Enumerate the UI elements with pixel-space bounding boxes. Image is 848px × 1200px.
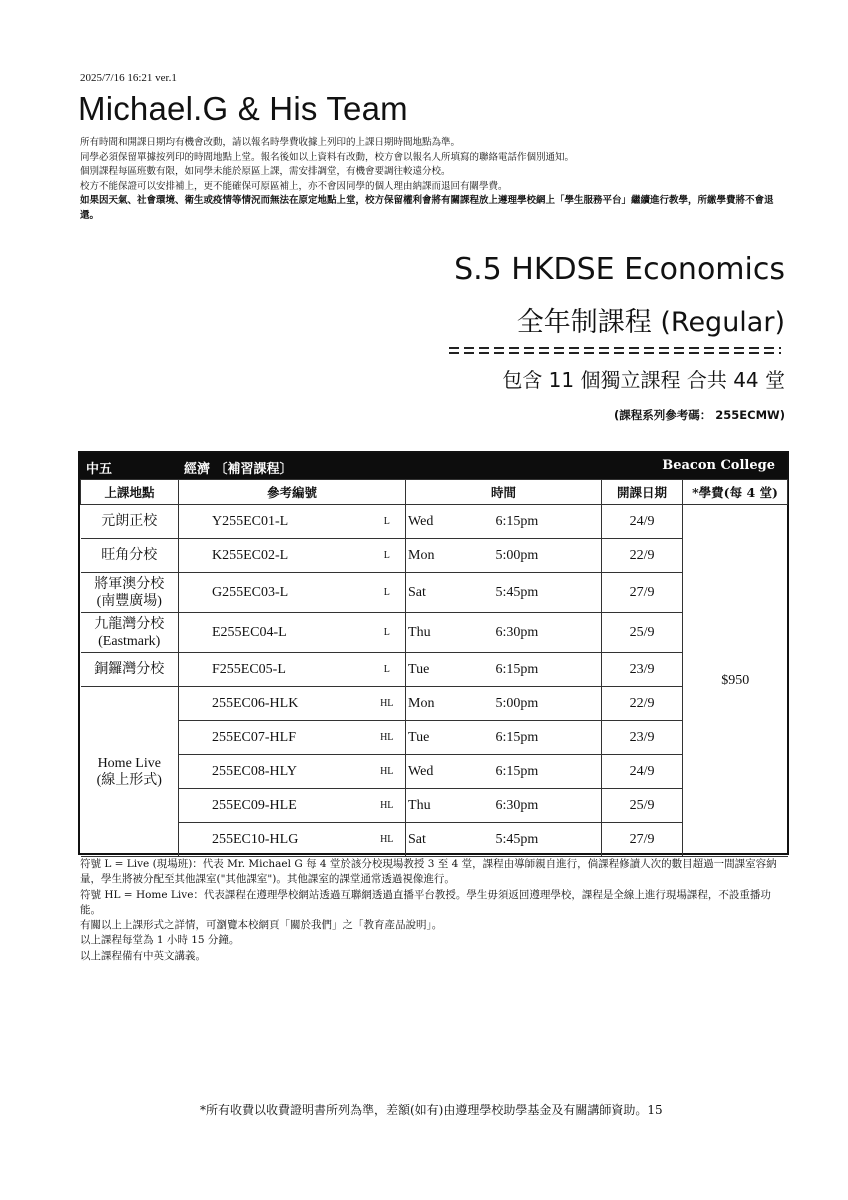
- cell-type: HL: [369, 721, 406, 755]
- footnote: 以上課程每堂為 1 小時 15 分鐘。: [80, 934, 240, 947]
- course-summary: 包含 11 個獨立課程 合共 44 堂: [502, 368, 785, 392]
- cell-time: 6:15pm: [486, 653, 602, 687]
- cell-location: 旺角分校: [81, 539, 179, 573]
- cell-start-date: 25/9: [602, 789, 683, 823]
- schedule-grid: [80, 479, 788, 857]
- cell-code: G255EC03-L: [179, 573, 369, 613]
- notice-bold: 如果因天氣、社會環境、衛生或疫情等情況而無法在原定地點上堂，校方保留權利會將有關課程放上遵理學校網上「學生服務平台」繼續進行教學，所繳學費將不會退還。: [80, 195, 774, 221]
- footnote: 符號 L = Live (現場班)：代表 Mr. Michael G 每 4 堂於該分校現場教授 3 至 4 堂，課程由導師親自進行，倘課程修讀人次的數目超過一間課室容納量，學生將被分配至其他課室("其他課室")。其他課室的課堂通常透過視像進行。: [80, 858, 777, 886]
- schedule-table: [78, 451, 789, 855]
- cell-location-home-live: Home Live (線上形式): [81, 687, 179, 857]
- cell-location: 銅鑼灣分校: [81, 653, 179, 687]
- date-version: 2025/7/16 16:21 ver.1: [80, 72, 177, 84]
- table-row: [81, 687, 788, 721]
- cell-code: 255EC08-HLY: [179, 755, 369, 789]
- course-title: S.5 HKDSE Economics: [454, 252, 785, 287]
- header-start: 開課日期: [602, 480, 683, 505]
- divider-mask: [449, 346, 781, 355]
- table-banner: [80, 453, 787, 479]
- cell-day: Sat: [406, 823, 486, 857]
- footnotes: [80, 857, 785, 964]
- cell-type: L: [369, 539, 406, 573]
- cell-code: 255EC07-HLF: [179, 721, 369, 755]
- cell-time: 6:30pm: [486, 789, 602, 823]
- header-fee: *學費(每 4 堂): [683, 480, 788, 505]
- header-location: 上課地點: [81, 480, 179, 505]
- cell-start-date: 23/9: [602, 721, 683, 755]
- cell-day: Wed: [406, 505, 486, 539]
- cell-location: 將軍澳分校 (南豐廣場): [81, 573, 179, 613]
- cell-start-date: 22/9: [602, 687, 683, 721]
- cell-time: 5:00pm: [486, 687, 602, 721]
- notice-line: 同學必須保留單據按列印的時間地點上堂。報名後如以上資料有改動，校方會以報名人所填寫的聯絡電話作個別通知。: [80, 151, 575, 163]
- cell-start-date: 27/9: [602, 573, 683, 613]
- cell-type: L: [369, 505, 406, 539]
- footnote: 以上課程備有中英文講義。: [80, 949, 206, 962]
- cell-time: 5:45pm: [486, 573, 602, 613]
- cell-time: 6:15pm: [486, 505, 602, 539]
- table-row: [81, 539, 788, 573]
- table-row: [81, 823, 788, 857]
- cell-time: 6:15pm: [486, 721, 602, 755]
- cell-day: Thu: [406, 613, 486, 653]
- bottom-note: *所有收費以收費證明書所列為準，差額(如有)由遵理學校助學基金及有關講師資助。15: [200, 1103, 663, 1117]
- cell-start-date: 24/9: [602, 755, 683, 789]
- cell-type: HL: [369, 789, 406, 823]
- cell-start-date: 25/9: [602, 613, 683, 653]
- notice-line: 校方不能保證可以安排補上，更不能確保可原區補上，亦不會因同學的個人理由納課而退回有關學費。: [80, 180, 508, 192]
- notice-line: 所有時間和開課日期均有機會改動，請以報名時學費收據上列印的上課日期時間地點為準。: [80, 137, 461, 148]
- cell-code: Y255EC01-L: [179, 505, 369, 539]
- cell-start-date: 22/9: [602, 539, 683, 573]
- cell-start-date: 23/9: [602, 653, 683, 687]
- reference-code: (課程系列參考碼： 255ECMW): [614, 408, 785, 422]
- table-row: [81, 505, 788, 539]
- notice-block: [80, 136, 780, 223]
- cell-fee: $950: [683, 505, 788, 857]
- table-row: [81, 653, 788, 687]
- cell-time: 5:45pm: [486, 823, 602, 857]
- cell-code: F255EC05-L: [179, 653, 369, 687]
- cell-type: L: [369, 653, 406, 687]
- header-time: 時間: [406, 480, 602, 505]
- table-row: [81, 789, 788, 823]
- cell-day: Sat: [406, 573, 486, 613]
- footnote: 符號 HL = Home Live：代表課程在遵理學校網站透過互聯網透過直播平台教授。學生毋須返回遵理學校，課程是全線上進行現場課程，不設重播功能。: [80, 888, 771, 916]
- cell-day: Tue: [406, 721, 486, 755]
- cell-start-date: 27/9: [602, 823, 683, 857]
- table-row: [81, 573, 788, 613]
- cell-type: HL: [369, 755, 406, 789]
- cell-time: 6:30pm: [486, 613, 602, 653]
- table-row: [81, 721, 788, 755]
- header-row: [81, 480, 788, 505]
- banner-school: Beacon College: [662, 458, 775, 473]
- cell-day: Tue: [406, 653, 486, 687]
- table-row: [81, 755, 788, 789]
- brand-title: Michael.G & His Team: [78, 90, 408, 127]
- cell-code: 255EC06-HLK: [179, 687, 369, 721]
- cell-day: Mon: [406, 539, 486, 573]
- cell-code: 255EC10-HLG: [179, 823, 369, 857]
- header-code: 參考編號: [179, 480, 406, 505]
- cell-location: 九龍灣分校 (Eastmark): [81, 613, 179, 653]
- cell-code: 255EC09-HLE: [179, 789, 369, 823]
- course-subtitle: 全年制課程 (Regular): [516, 307, 785, 338]
- table-row: [81, 613, 788, 653]
- banner-subject: 經濟 〔補習課程〕: [184, 462, 293, 477]
- cell-location: 元朗正校: [81, 505, 179, 539]
- cell-time: 5:00pm: [486, 539, 602, 573]
- cell-code: K255EC02-L: [179, 539, 369, 573]
- banner-level: 中五: [86, 462, 113, 477]
- cell-type: HL: [369, 823, 406, 857]
- notice-line: 個別課程每區班數有限，如同學未能於原區上課，需安排調堂，有機會要調往較遠分校。: [80, 166, 451, 177]
- cell-type: HL: [369, 687, 406, 721]
- footnote: 有關以上上課形式之詳情，可瀏覽本校網頁「關於我們」之「教育產品說明」。: [80, 919, 443, 932]
- cell-time: 6:15pm: [486, 755, 602, 789]
- cell-day: Thu: [406, 789, 486, 823]
- cell-type: L: [369, 573, 406, 613]
- cell-day: Wed: [406, 755, 486, 789]
- cell-start-date: 24/9: [602, 505, 683, 539]
- cell-code: E255EC04-L: [179, 613, 369, 653]
- cell-day: Mon: [406, 687, 486, 721]
- cell-type: L: [369, 613, 406, 653]
